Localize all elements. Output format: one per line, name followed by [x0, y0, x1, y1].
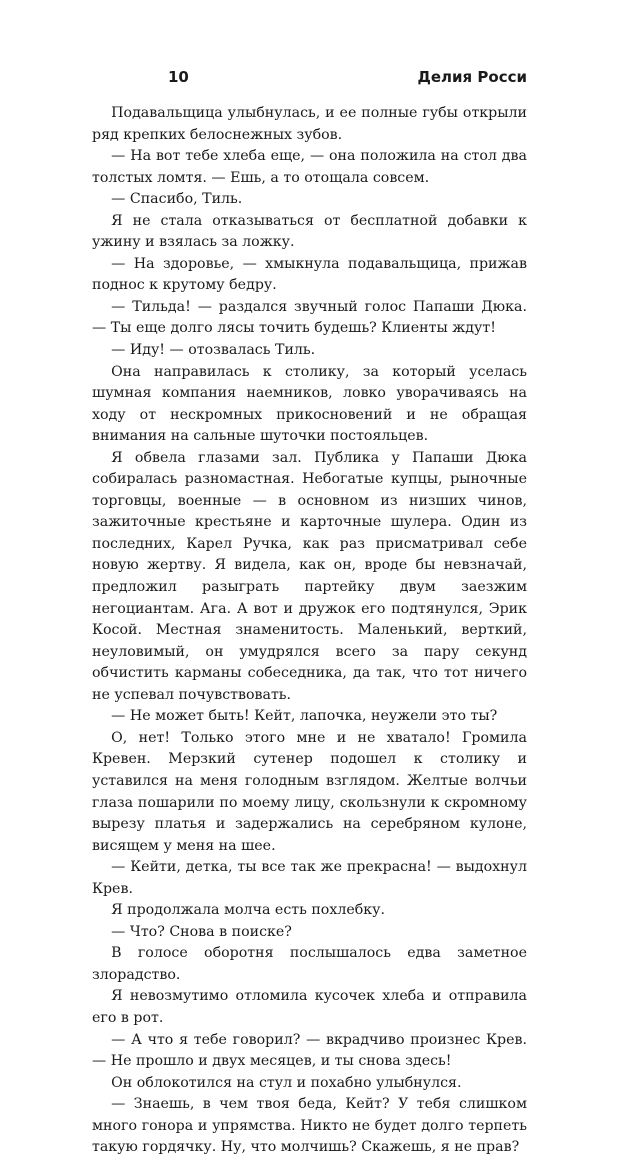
body-text	[92, 103, 527, 1159]
paragraph: — Спасибо, Тиль.	[111, 191, 243, 208]
paragraph: — Иду! — отозвалась Тиль.	[111, 342, 316, 359]
paragraph: — На вот тебе хлеба еще, — она положила на стол два толстых ломтя. — Ешь, а то отощала совсем.	[92, 148, 527, 186]
paragraph: — Не может быть! Кейт, лапочка, неужели это ты?	[111, 708, 498, 725]
paragraph: Я невозмутимо отломила кусочек хлеба и отправила его в рот.	[92, 988, 527, 1026]
page-number: 10	[168, 68, 189, 86]
paragraph: Он облокотился на стул и похабно улыбнулся.	[111, 1074, 462, 1091]
paragraph: — А что я тебе говорил? — вкрадчиво произнес Крев. — Не прошло и двух месяцев, и ты снова здесь!	[92, 1031, 527, 1070]
paragraph: — Кейти, детка, ты все так же прекрасна! — выдохнул Крев.	[92, 859, 527, 897]
paragraph: О, нет! Только этого мне и не хватало! Громила Кревен. Мерзкий сутенер подошел к столику и уставился на меня голодным взглядом. Желтые волчьи глаза пошарили по моему лицу, скользнули к скромному вырезу платья и задержались на серебряном кулоне, висящем у меня на шее.	[92, 729, 527, 854]
paragraph: Подавальщица улыбнулась, и ее полные губы открыли ряд крепких белоснежных зубов.	[92, 105, 527, 143]
paragraph: — Что? Снова в поиске?	[111, 923, 292, 940]
paragraph: В голосе оборотня послышалось едва заметное злорадство.	[92, 945, 527, 983]
paragraph: — Тильда! — раздался звучный голос Папаши Дюка. — Ты еще долго лясы точить будешь? Клиенты ждут!	[92, 298, 527, 337]
running-header	[92, 68, 527, 90]
running-head-author: Делия Росси	[417, 68, 527, 86]
paragraph: Я обвела глазами зал. Публика у Папаши Дюка собиралась разномастная. Небогатые купцы, рыночные торговцы, военные — в основном из низших чинов, зажиточные крестьяне и карточные шулера. Один из последних, Карел Ручка, как раз присматривал себе новую жертву. Я видела, как он, вроде бы невзначай, предложил разыграть партейку двум заезжим негоциантам. Ага. А вот и дружок его подтянулся, Эрик Косой. Местная знаменитость. Маленький, верткий, неуловимый, он умудрялся всего за пару секунд обчистить карманы собеседника, да так, что тот ничего не успевал почувствовать.	[92, 449, 527, 703]
paragraph: Я не стала отказываться от бесплатной добавки к ужину и взялась за ложку.	[92, 212, 527, 251]
paragraph: Она направилась к столику, за который уселась шумная компания наемников, ловко уворачиваясь на ходу от нескромных прикосновений и не обращая внимания на сальные шуточки постояльцев.	[92, 363, 527, 445]
paragraph: — На здоровье, — хмыкнула подавальщица, прижав поднос к крутому бедру.	[92, 255, 527, 294]
paragraph: Я продолжала молча есть похлебку.	[111, 902, 386, 919]
paragraph: — Знаешь, в чем твоя беда, Кейт? У тебя слишком много гонора и упрямства. Никто не будет долго терпеть такую гордячку. Ну, что молчишь? Скажешь, я не прав?	[92, 1096, 527, 1156]
